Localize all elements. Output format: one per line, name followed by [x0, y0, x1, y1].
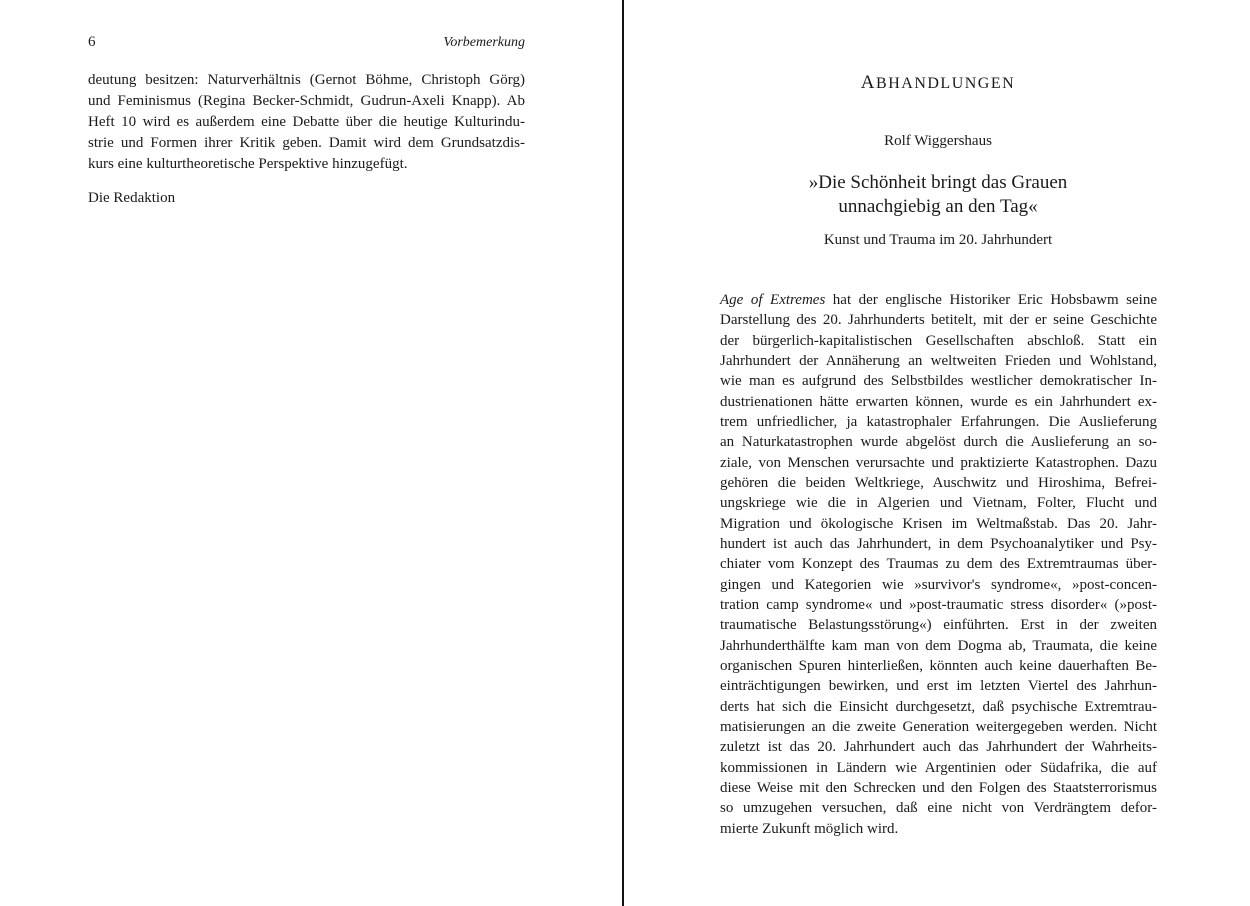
- body-line: derts hat sich die Einsicht durchgesetzt, daß psychische Extremtrau-: [720, 698, 1157, 715]
- paragraph-line: deutung besitzen: Naturverhältnis (Gernot Böhme, Christoph Görg): [88, 72, 525, 88]
- body-line: an Naturkatastrophen wurde abgelöst durch die Auslieferung an so-: [720, 434, 1157, 451]
- paragraph-line: kurs eine kulturtheoretische Perspektive hinzugefügt.: [88, 156, 408, 172]
- body-line: ungskriege wie die in Algerien und Vietnam, Folter, Flucht und: [720, 495, 1157, 512]
- paragraph-line: Heft 10 wird es außerdem eine Debatte über die heutige Kulturindu-: [88, 114, 525, 130]
- page-number: 6: [88, 34, 96, 50]
- body-line: tration camp syndrome« und »post-traumatic stress disorder« (»post-: [720, 596, 1157, 613]
- body-line: traumatische Belastungsstörung«) einführten. Erst in der zweiten: [720, 617, 1157, 634]
- body-line: der bürgerlich-kapitalistischen Gesellschaften abschloß. Statt ein: [720, 332, 1157, 349]
- article-title: [626, 171, 1250, 219]
- body-line: diese Weise mit den Schrecken und den Folgen des Staatsterrorismus: [720, 779, 1157, 796]
- body-line: zuletzt ist das 20. Jahrhundert auch das Jahrhundert der Wahrheits-: [720, 739, 1157, 756]
- body-line: organischen Spuren hinterließen, könnten auch keine dauerhaften Be-: [720, 657, 1157, 674]
- left-page: [0, 0, 622, 906]
- body-line: mierte Zukunft möglich wird.: [720, 820, 899, 837]
- body-line: dustrienationen hätte erwarten können, wurde es ein Jahrhundert ex-: [720, 393, 1157, 410]
- paragraph-line: und Feminismus (Regina Becker-Schmidt, Gudrun-Axeli Knapp). Ab: [88, 93, 525, 109]
- body-line: so umzugehen versuchen, daß eine nicht von Verdrängtem defor-: [720, 800, 1157, 817]
- body-line: ziale, von Menschen verursachte und praktizierte Katastrophen. Dazu: [720, 454, 1157, 471]
- body-line: chiater vom Konzept des Traumas zu dem des Extremtraumas über-: [720, 556, 1157, 573]
- section-heading-rest: BHANDLUNGEN: [876, 75, 1016, 92]
- body-line: Darstellung des 20. Jahrhunderts betitelt, mit der er seine Geschichte: [720, 312, 1157, 329]
- right-page: [626, 0, 1250, 906]
- book-title-italic: Age of Extremes: [720, 292, 826, 308]
- article-title-line: unnachgiebig an den Tag«: [838, 196, 1038, 217]
- body-line: gingen und Kategorien wie »survivor's syndrome«, »post-concen-: [720, 576, 1157, 593]
- body-line: Age of Extremes hat der englische Historiker Eric Hobsbawm seine: [720, 292, 1157, 308]
- editorial-signature: Die Redaktion: [88, 190, 176, 206]
- book-spine-divider: [622, 0, 624, 906]
- article-body: [720, 290, 1157, 839]
- body-line: trem unfriedlicher, ja katastrophaler Erfahrungen. Die Auslieferung: [720, 413, 1157, 430]
- body-line: Migration und ökologische Krisen im Weltmaßstab. Das 20. Jahr-: [720, 515, 1157, 532]
- article-author: Rolf Wiggershaus: [884, 133, 992, 149]
- body-line: matisierungen an die zweite Generation weitergegeben werden. Nicht: [720, 718, 1157, 735]
- body-line: Jahrhundert der Annäherung an weltweiten Frieden und Wohlstand,: [720, 352, 1157, 369]
- body-line: gehören die beiden Weltkriege, Auschwitz und Hiroshima, Befrei-: [720, 474, 1157, 491]
- article-title-line: »Die Schönheit bringt das Grauen: [808, 172, 1068, 193]
- article-subtitle: Kunst und Trauma im 20. Jahrhundert: [823, 232, 1053, 248]
- body-line: kommissionen in Ländern wie Argentinien oder Südafrika, die auf: [720, 759, 1157, 776]
- intro-paragraph: [88, 70, 525, 175]
- paragraph-line: strie und Formen ihrer Kritik geben. Damit wird dem Grundsatzdis-: [88, 135, 525, 151]
- section-heading: [626, 72, 1250, 94]
- body-line: hundert ist auch das Jahrhundert, in dem Psychoanalytiker und Psy-: [720, 535, 1157, 552]
- section-heading-initial: A: [860, 72, 877, 93]
- body-line: einträchtigungen bewirken, und erst im letzten Viertel des Jahrhun-: [720, 678, 1157, 695]
- body-line: wie man es aufgrund des Selbstbildes westlicher demokratischer In-: [720, 373, 1157, 390]
- body-line: Jahrhunderthälfte kam man von dem Dogma ab, Traumata, die keine: [720, 637, 1157, 654]
- running-head: Vorbemerkung: [443, 35, 525, 50]
